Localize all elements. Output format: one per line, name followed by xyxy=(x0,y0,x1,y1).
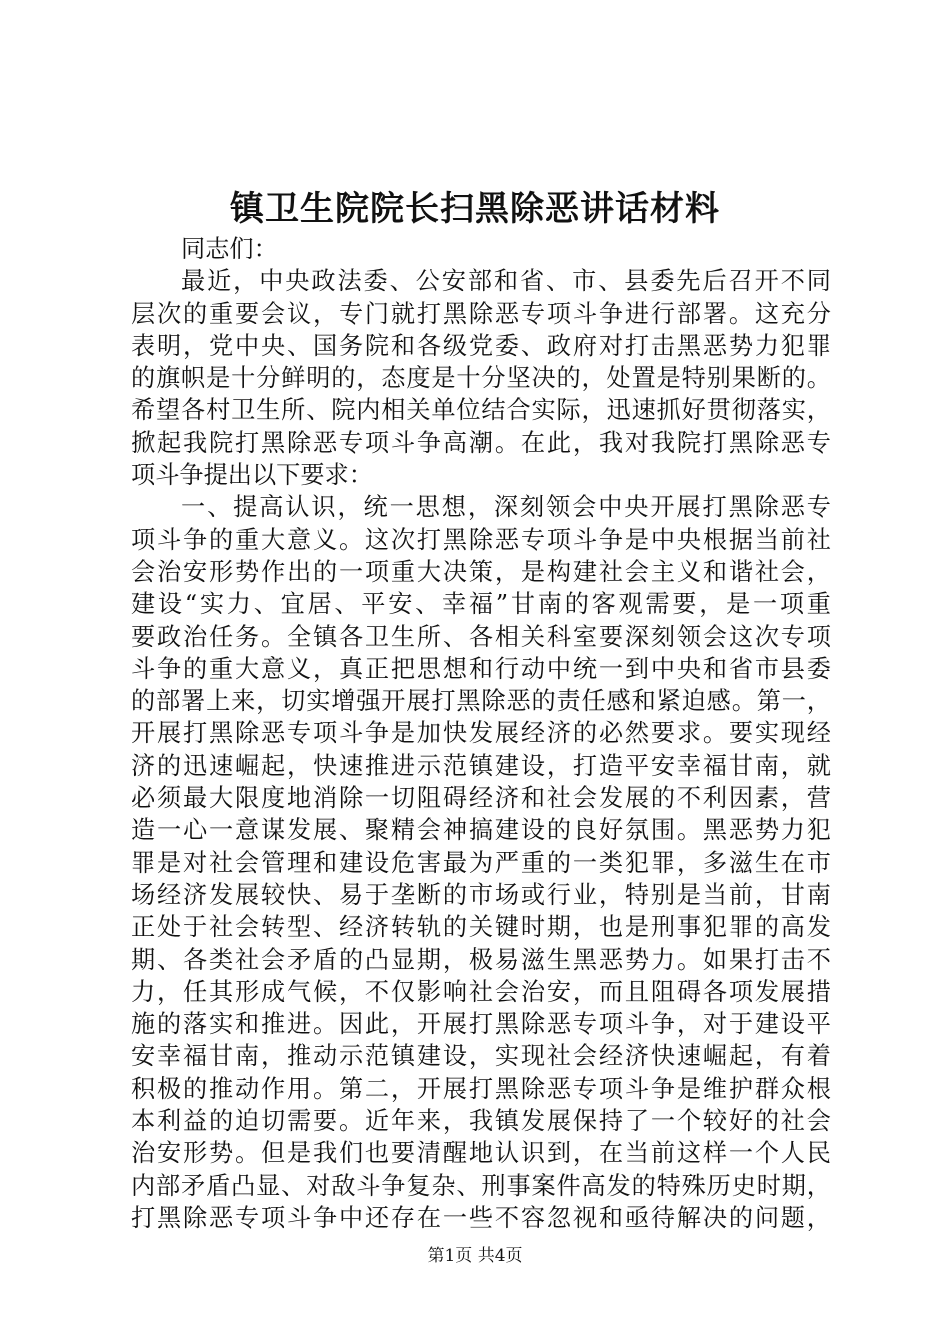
text-line: 力，任其形成气候，不仅影响社会治安，而且阻碍各项发展措 xyxy=(131,977,831,1006)
text-line: 打黑除恶专项斗争中还存在一些不容忽视和亟待解决的问题， xyxy=(131,1203,831,1232)
page-number: 第1页 共4页 xyxy=(427,1246,523,1266)
text-line: 斗争的重大意义，真正把思想和行动中统一到中央和省市县委 xyxy=(131,654,831,683)
salutation-line: 同志们： xyxy=(181,235,278,263)
text-line: 济的迅速崛起，快速推进示范镇建设，打造平安幸福甘南，就 xyxy=(131,751,831,780)
text-line: 表明，党中央、国务院和各级党委、政府对打击黑恶势力犯罪 xyxy=(131,331,831,360)
text-line: 项斗争的重大意义。这次打黑除恶专项斗争是中央根据当前社 xyxy=(131,525,831,554)
text-line: 的部署上来，切实增强开展打黑除恶的责任感和紧迫感。第一， xyxy=(131,687,831,716)
text-line: 场经济发展较快、易于垄断的市场或行业，特别是当前，甘南 xyxy=(131,880,831,909)
text-line: 要政治任务。全镇各卫生所、各相关科室要深刻领会这次专项 xyxy=(131,622,831,651)
document-title: 镇卫生院院长扫黑除恶讲话材料 xyxy=(230,189,720,229)
text-line: 罪是对社会管理和建设危害最为严重的一类犯罪，多滋生在市 xyxy=(131,848,831,877)
text-line: 最近，中央政法委、公安部和省、市、县委先后召开不同 xyxy=(181,267,831,296)
document-body xyxy=(131,233,831,1234)
text-line: 积极的推动作用。第二，开展打黑除恶专项斗争是维护群众根 xyxy=(131,1074,831,1103)
text-line: 一、提高认识，统一思想，深刻领会中央开展打黑除恶专 xyxy=(181,493,831,522)
text-line: 治安形势。但是我们也要清醒地认识到，在当前这样一个人民 xyxy=(131,1139,831,1168)
text-line: 安幸福甘南，推动示范镇建设，实现社会经济快速崛起，有着 xyxy=(131,1042,831,1071)
text-line: 的旗帜是十分鲜明的，态度是十分坚决的，处置是特别果断的。 xyxy=(131,364,831,393)
text-line: 造一心一意谋发展、聚精会神搞建设的良好氛围。黑恶势力犯 xyxy=(131,816,831,845)
text-line: 本利益的迫切需要。近年来，我镇发展保持了一个较好的社会 xyxy=(131,1107,831,1136)
text-line: 建设“实力、宜居、平安、幸福”甘南的客观需要，是一项重 xyxy=(131,590,831,619)
text-line: 层次的重要会议，专门就打黑除恶专项斗争进行部署。这充分 xyxy=(131,299,831,328)
text-line: 开展打黑除恶专项斗争是加快发展经济的必然要求。要实现经 xyxy=(131,719,831,748)
text-line: 期、各类社会矛盾的凸显期，极易滋生黑恶势力。如果打击不 xyxy=(131,945,831,974)
text-line: 会治安形势作出的一项重大决策，是构建社会主义和谐社会， xyxy=(131,557,831,586)
text-line: 施的落实和推进。因此，开展打黑除恶专项斗争，对于建设平 xyxy=(131,1010,831,1039)
text-line: 希望各村卫生所、院内相关单位结合实际，迅速抓好贯彻落实， xyxy=(131,396,831,425)
text-line: 内部矛盾凸显、对敌斗争复杂、刑事案件高发的特殊历史时期， xyxy=(131,1171,831,1200)
text-line: 掀起我院打黑除恶专项斗争高潮。在此，我对我院打黑除恶专 xyxy=(131,428,831,457)
text-line: 项斗争提出以下要求： xyxy=(131,461,373,490)
text-line: 必须最大限度地消除一切阻碍经济和社会发展的不利因素，营 xyxy=(131,784,831,813)
text-line: 正处于社会转型、经济转轨的关键时期，也是刑事犯罪的高发 xyxy=(131,913,831,942)
